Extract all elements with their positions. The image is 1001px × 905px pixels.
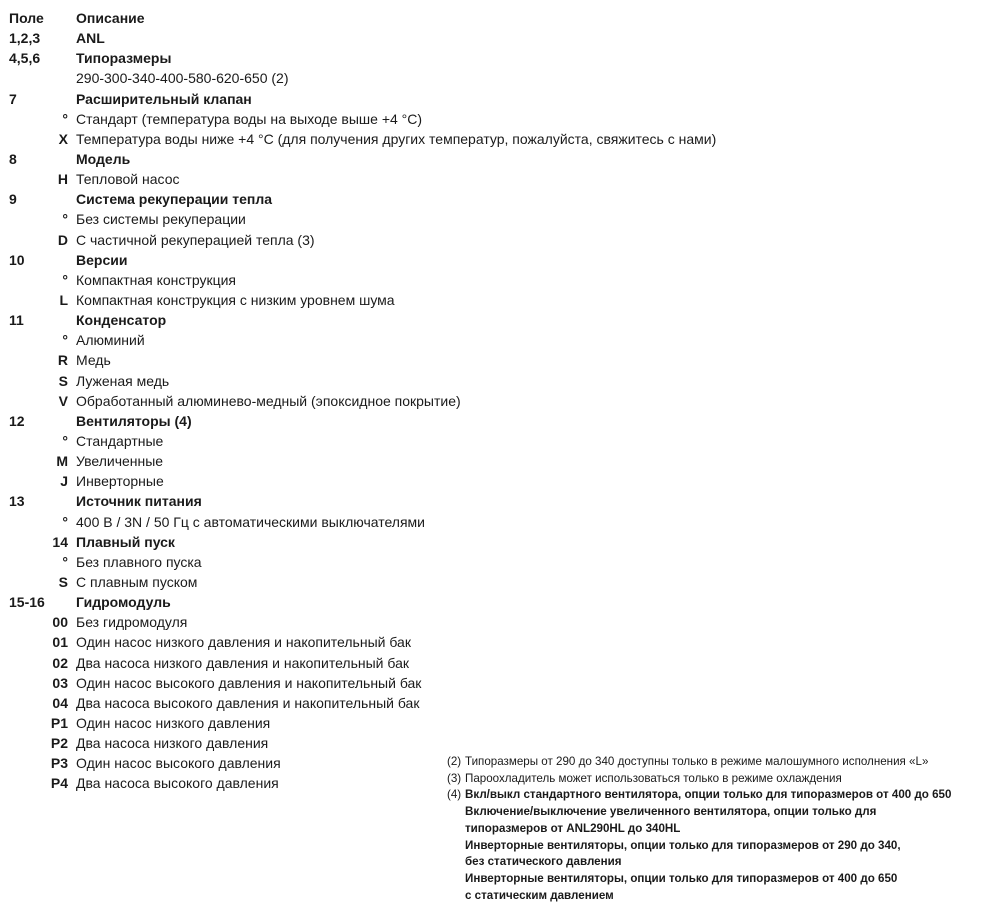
option-row bbox=[0, 431, 740, 451]
option-row bbox=[0, 733, 740, 753]
option-row bbox=[0, 109, 740, 129]
option-code: R bbox=[57, 352, 68, 369]
option-row bbox=[0, 371, 740, 391]
option-code: P2 bbox=[50, 735, 68, 752]
field-row bbox=[0, 149, 740, 169]
footnote-number: (2) bbox=[447, 755, 462, 768]
option-description: Без плавного пуска bbox=[76, 553, 202, 570]
option-code: L bbox=[59, 291, 68, 308]
field-title: Модель bbox=[76, 150, 131, 167]
option-row bbox=[0, 713, 740, 733]
option-code: ° bbox=[62, 271, 68, 288]
field-code: 12 bbox=[9, 412, 25, 429]
field-row bbox=[0, 310, 740, 330]
field-title: Конденсатор bbox=[76, 312, 167, 329]
option-code: S bbox=[58, 372, 68, 389]
option-description: С частичной рекуперацией тепла (3) bbox=[76, 231, 315, 248]
option-row bbox=[0, 632, 740, 652]
option-description: Один насос высокого давления bbox=[76, 755, 281, 772]
field-title: Версии bbox=[76, 251, 128, 268]
footnote-line: Типоразмеры от 290 до 340 доступны только в режиме малошумного исполнения «L» bbox=[465, 755, 929, 768]
field-code: 13 bbox=[9, 493, 25, 510]
header-description: Описание bbox=[76, 10, 145, 26]
option-code: ° bbox=[62, 513, 68, 530]
option-row bbox=[0, 572, 740, 592]
field-code: 14 bbox=[52, 533, 68, 550]
field-title: Расширительный клапан bbox=[76, 90, 252, 107]
option-code: J bbox=[60, 473, 68, 490]
footnote-line: Инверторные вентиляторы, опции только для типоразмеров от 290 до 340, bbox=[465, 838, 901, 852]
option-row bbox=[0, 350, 740, 370]
field-row bbox=[0, 532, 740, 552]
option-code: ° bbox=[62, 553, 68, 570]
table-header bbox=[0, 8, 740, 28]
option-description: Луженая медь bbox=[76, 372, 170, 389]
footnote bbox=[447, 787, 997, 904]
option-description: 400 В / 3N / 50 Гц с автоматическими выключателями bbox=[76, 513, 426, 530]
option-code: 00 bbox=[52, 614, 68, 631]
option-code: ° bbox=[62, 432, 68, 449]
field-code: 4,5,6 bbox=[9, 50, 41, 67]
field-row bbox=[0, 592, 740, 612]
footnote-number: (4) bbox=[447, 788, 462, 802]
field-code: 15-16 bbox=[9, 594, 45, 611]
field-row bbox=[0, 250, 740, 270]
footnote-line: Включение/выключение увеличенного вентилятора, опции только для bbox=[465, 805, 877, 819]
option-code: D bbox=[57, 231, 68, 248]
option-row bbox=[0, 169, 740, 189]
option-row bbox=[0, 673, 740, 693]
footnote-line: Инверторные вентиляторы, опции только для типоразмеров от 400 до 650 bbox=[465, 871, 898, 885]
footnote-line: Вкл/выкл стандартного вентилятора, опции только для типоразмеров от 400 до 650 bbox=[465, 788, 952, 802]
option-description: Без системы рекуперации bbox=[76, 211, 246, 228]
option-description: Один насос низкого давления и накопительный бак bbox=[76, 634, 411, 651]
field-row bbox=[0, 189, 740, 209]
option-description: Медь bbox=[76, 352, 111, 369]
option-description: Алюминий bbox=[76, 332, 145, 349]
option-code: 02 bbox=[52, 654, 68, 671]
field-title: Источник питания bbox=[76, 493, 202, 510]
footnote-text bbox=[465, 754, 997, 771]
option-row bbox=[0, 129, 740, 149]
option-row bbox=[0, 552, 740, 572]
option-description: Один насос низкого давления bbox=[76, 714, 271, 731]
option-code: P4 bbox=[50, 775, 68, 792]
field-code: 7 bbox=[9, 90, 17, 107]
option-code: 04 bbox=[52, 694, 68, 711]
option-description: Два насоса высокого давления и накопительный бак bbox=[76, 694, 420, 711]
field-title: ANL bbox=[76, 30, 105, 47]
option-code: V bbox=[58, 392, 68, 409]
option-description: Увеличенные bbox=[76, 453, 164, 470]
option-code: P3 bbox=[50, 755, 68, 772]
option-description: С плавным пуском bbox=[76, 573, 198, 590]
option-row bbox=[0, 230, 740, 250]
option-description: Компактная конструкция с низким уровнем шума bbox=[76, 291, 395, 308]
field-code: 8 bbox=[9, 150, 17, 167]
footnote-text bbox=[465, 787, 997, 904]
option-description: Температура воды ниже +4 °C (для получения других температур, пожалуйста, свяжитесь с нами) bbox=[76, 130, 717, 147]
footnote-line: без статического давления bbox=[465, 855, 622, 869]
field-title: Типоразмеры bbox=[76, 50, 172, 67]
header-field: Поле bbox=[9, 10, 44, 26]
option-row bbox=[0, 391, 740, 411]
option-row bbox=[0, 693, 740, 713]
option-description: Два насоса низкого давления bbox=[76, 735, 269, 752]
option-description: Стандартные bbox=[76, 432, 164, 449]
field-row bbox=[0, 48, 740, 68]
option-description: Два насоса низкого давления и накопительный бак bbox=[76, 654, 409, 671]
option-row bbox=[0, 451, 740, 471]
field-code: 10 bbox=[9, 251, 25, 268]
option-row bbox=[0, 471, 740, 491]
field-row bbox=[0, 411, 740, 431]
option-code: X bbox=[58, 130, 68, 147]
footnote-line: Пароохладитель может использоваться только в режиме охлаждения bbox=[465, 771, 842, 785]
option-row bbox=[0, 68, 740, 88]
footnote-line: типоразмеров от ANL290HL до 340HL bbox=[465, 821, 681, 835]
field-row bbox=[0, 89, 740, 109]
field-code: 1,2,3 bbox=[9, 30, 41, 47]
option-description: Один насос высокого давления и накопительный бак bbox=[76, 674, 422, 691]
option-code: S bbox=[58, 573, 68, 590]
option-description: Компактная конструкция bbox=[76, 271, 237, 288]
footnote-line: с статическим давлением bbox=[465, 888, 614, 902]
option-description: Два насоса высокого давления bbox=[76, 775, 279, 792]
option-row bbox=[0, 512, 740, 532]
option-code: 03 bbox=[52, 674, 68, 691]
option-description: 290-300-340-400-580-620-650 (2) bbox=[76, 70, 289, 87]
option-code: ° bbox=[62, 110, 68, 127]
option-row bbox=[0, 330, 740, 350]
footnote bbox=[447, 754, 997, 771]
option-row bbox=[0, 209, 740, 229]
field-row bbox=[0, 491, 740, 511]
field-title: Гидромодуль bbox=[76, 594, 171, 611]
option-row bbox=[0, 653, 740, 673]
footnote-text bbox=[465, 771, 997, 788]
option-row bbox=[0, 270, 740, 290]
option-row bbox=[0, 612, 740, 632]
field-row bbox=[0, 28, 740, 48]
option-description: Инверторные bbox=[76, 473, 164, 490]
footnote-number: (3) bbox=[447, 771, 462, 785]
field-title: Плавный пуск bbox=[76, 533, 175, 550]
field-title: Вентиляторы (4) bbox=[76, 412, 192, 429]
footnote bbox=[447, 771, 997, 788]
option-row bbox=[0, 290, 740, 310]
option-code: P1 bbox=[50, 714, 68, 731]
option-code: M bbox=[56, 453, 68, 470]
option-description: Без гидромодуля bbox=[76, 614, 188, 631]
footnotes bbox=[447, 754, 997, 904]
option-description: Стандарт (температура воды на выходе выше +4 °C) bbox=[76, 110, 423, 127]
options-table bbox=[0, 8, 740, 793]
field-title: Система рекуперации тепла bbox=[76, 191, 273, 208]
option-code: 01 bbox=[52, 634, 68, 651]
option-description: Обработанный алюминево-медный (эпоксидное покрытие) bbox=[76, 392, 461, 409]
field-code: 9 bbox=[9, 191, 17, 208]
option-code: H bbox=[57, 171, 68, 188]
field-code: 11 bbox=[9, 312, 24, 329]
option-code: ° bbox=[62, 211, 68, 228]
option-code: ° bbox=[62, 332, 68, 349]
option-description: Тепловой насос bbox=[76, 171, 180, 188]
